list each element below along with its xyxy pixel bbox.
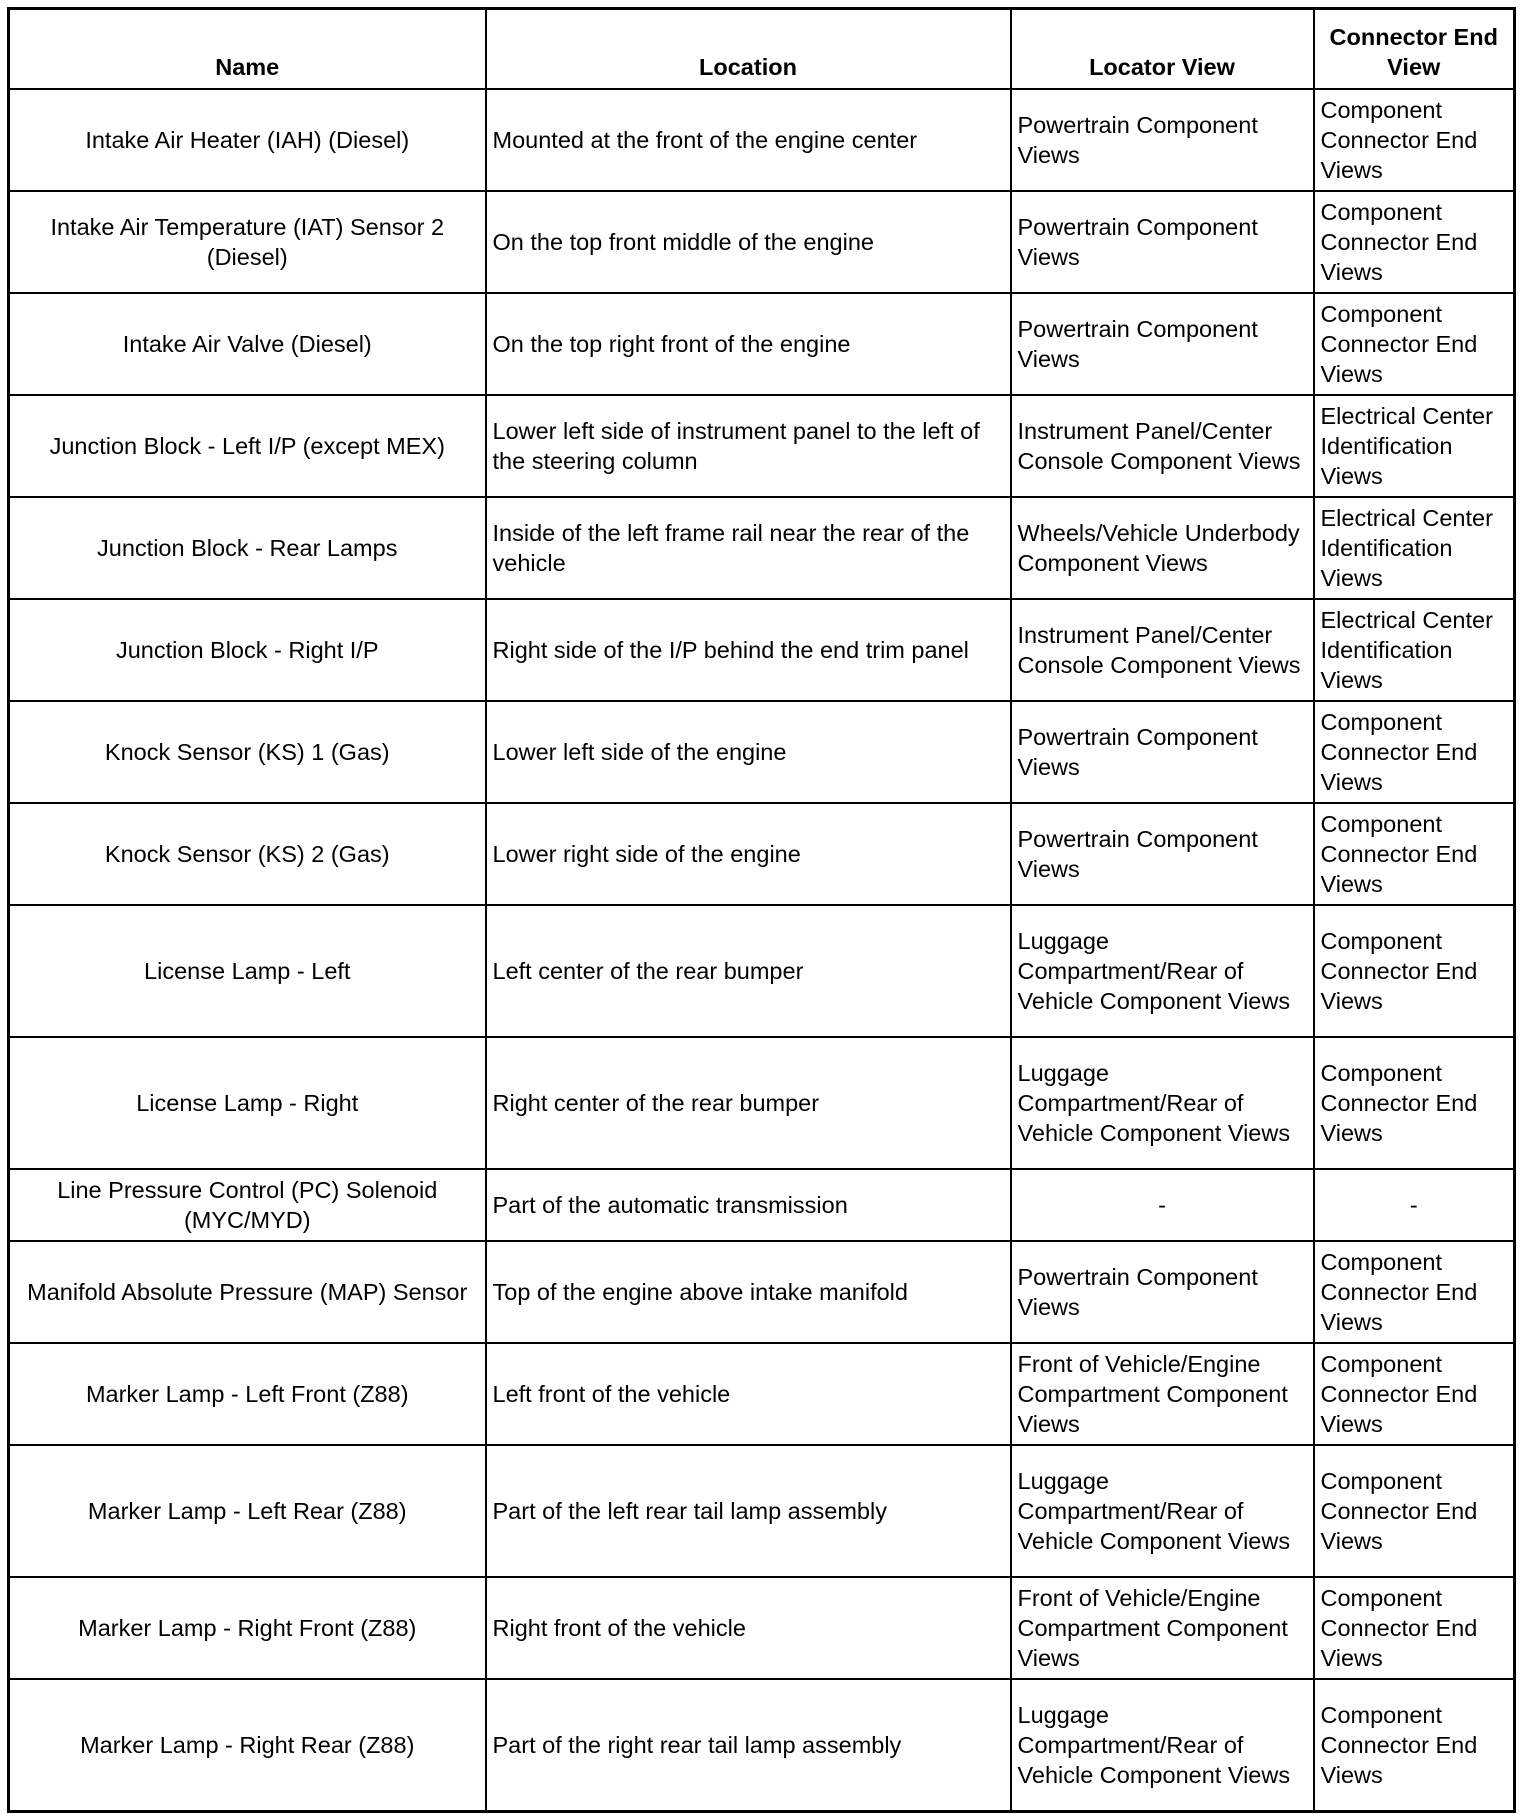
cell-name: Junction Block - Right I/P [9, 599, 486, 701]
component-location-table-frame [7, 7, 1513, 1807]
table-row [9, 395, 1515, 497]
table-row [9, 599, 1515, 701]
cell-connector-end-view: Component Connector End Views [1314, 1241, 1515, 1343]
cell-locator-view: Luggage Compartment/Rear of Vehicle Component Views [1011, 905, 1314, 1037]
cell-locator-view: Luggage Compartment/Rear of Vehicle Component Views [1011, 1679, 1314, 1811]
cell-connector-end-view: Component Connector End Views [1314, 905, 1515, 1037]
cell-name: License Lamp - Right [9, 1037, 486, 1169]
cell-name: Marker Lamp - Right Rear (Z88) [9, 1679, 486, 1811]
cell-locator-view: Luggage Compartment/Rear of Vehicle Component Views [1011, 1445, 1314, 1577]
cell-locator-view: Front of Vehicle/Engine Compartment Component Views [1011, 1343, 1314, 1445]
cell-name: Intake Air Temperature (IAT) Sensor 2 (Diesel) [9, 191, 486, 293]
cell-connector-end-view: Electrical Center Identification Views [1314, 599, 1515, 701]
cell-connector-end-view: Component Connector End Views [1314, 803, 1515, 905]
cell-locator-view: Powertrain Component Views [1011, 803, 1314, 905]
table-body [9, 89, 1515, 1811]
cell-name: Manifold Absolute Pressure (MAP) Sensor [9, 1241, 486, 1343]
header-connector-end-view: Connector End View [1314, 9, 1515, 90]
table-row [9, 905, 1515, 1037]
cell-name: Marker Lamp - Left Rear (Z88) [9, 1445, 486, 1577]
table-row [9, 1037, 1515, 1169]
cell-name: License Lamp - Left [9, 905, 486, 1037]
cell-name: Marker Lamp - Right Front (Z88) [9, 1577, 486, 1679]
component-location-table [7, 7, 1516, 1813]
header-name: Name [9, 9, 486, 90]
cell-locator-view: Wheels/Vehicle Underbody Component Views [1011, 497, 1314, 599]
cell-locator-view: Instrument Panel/Center Console Component Views [1011, 599, 1314, 701]
cell-location: Lower right side of the engine [486, 803, 1011, 905]
cell-locator-view: Powertrain Component Views [1011, 701, 1314, 803]
cell-location: Left center of the rear bumper [486, 905, 1011, 1037]
cell-locator-view: Front of Vehicle/Engine Compartment Component Views [1011, 1577, 1314, 1679]
cell-connector-end-view: Component Connector End Views [1314, 191, 1515, 293]
table-row [9, 1445, 1515, 1577]
cell-locator-view: Luggage Compartment/Rear of Vehicle Component Views [1011, 1037, 1314, 1169]
cell-locator-view: - [1011, 1169, 1314, 1241]
cell-location: Inside of the left frame rail near the rear of the vehicle [486, 497, 1011, 599]
cell-connector-end-view: Electrical Center Identification Views [1314, 395, 1515, 497]
cell-name: Knock Sensor (KS) 2 (Gas) [9, 803, 486, 905]
table-row [9, 1169, 1515, 1241]
cell-name: Intake Air Valve (Diesel) [9, 293, 486, 395]
table-row [9, 1679, 1515, 1811]
cell-connector-end-view: Component Connector End Views [1314, 1577, 1515, 1679]
cell-name: Junction Block - Rear Lamps [9, 497, 486, 599]
table-row [9, 1577, 1515, 1679]
cell-connector-end-view: Component Connector End Views [1314, 89, 1515, 191]
cell-location: Left front of the vehicle [486, 1343, 1011, 1445]
table-row [9, 1343, 1515, 1445]
cell-location: Right center of the rear bumper [486, 1037, 1011, 1169]
cell-location: Top of the engine above intake manifold [486, 1241, 1011, 1343]
cell-name: Knock Sensor (KS) 1 (Gas) [9, 701, 486, 803]
header-location: Location [486, 9, 1011, 90]
cell-location: On the top right front of the engine [486, 293, 1011, 395]
cell-location: Part of the automatic transmission [486, 1169, 1011, 1241]
cell-connector-end-view: Component Connector End Views [1314, 1037, 1515, 1169]
header-locator-view: Locator View [1011, 9, 1314, 90]
table-row [9, 1241, 1515, 1343]
cell-locator-view: Powertrain Component Views [1011, 293, 1314, 395]
cell-connector-end-view: Component Connector End Views [1314, 293, 1515, 395]
table-row [9, 293, 1515, 395]
cell-connector-end-view: Component Connector End Views [1314, 1445, 1515, 1577]
table-row [9, 803, 1515, 905]
cell-name: Marker Lamp - Left Front (Z88) [9, 1343, 486, 1445]
cell-location: On the top front middle of the engine [486, 191, 1011, 293]
cell-locator-view: Instrument Panel/Center Console Component Views [1011, 395, 1314, 497]
cell-connector-end-view: Component Connector End Views [1314, 1343, 1515, 1445]
cell-connector-end-view: Electrical Center Identification Views [1314, 497, 1515, 599]
table-row [9, 191, 1515, 293]
cell-name: Line Pressure Control (PC) Solenoid (MYC/MYD) [9, 1169, 486, 1241]
cell-locator-view: Powertrain Component Views [1011, 89, 1314, 191]
cell-location: Lower left side of instrument panel to the left of the steering column [486, 395, 1011, 497]
cell-name: Junction Block - Left I/P (except MEX) [9, 395, 486, 497]
cell-connector-end-view: Component Connector End Views [1314, 701, 1515, 803]
cell-location: Part of the right rear tail lamp assembly [486, 1679, 1011, 1811]
cell-location: Mounted at the front of the engine center [486, 89, 1011, 191]
cell-location: Right side of the I/P behind the end trim panel [486, 599, 1011, 701]
table-row [9, 701, 1515, 803]
table-row [9, 89, 1515, 191]
cell-locator-view: Powertrain Component Views [1011, 1241, 1314, 1343]
cell-locator-view: Powertrain Component Views [1011, 191, 1314, 293]
cell-location: Lower left side of the engine [486, 701, 1011, 803]
cell-connector-end-view: - [1314, 1169, 1515, 1241]
table-header-row [9, 9, 1515, 90]
cell-connector-end-view: Component Connector End Views [1314, 1679, 1515, 1811]
cell-location: Right front of the vehicle [486, 1577, 1011, 1679]
cell-name: Intake Air Heater (IAH) (Diesel) [9, 89, 486, 191]
cell-location: Part of the left rear tail lamp assembly [486, 1445, 1011, 1577]
table-row [9, 497, 1515, 599]
